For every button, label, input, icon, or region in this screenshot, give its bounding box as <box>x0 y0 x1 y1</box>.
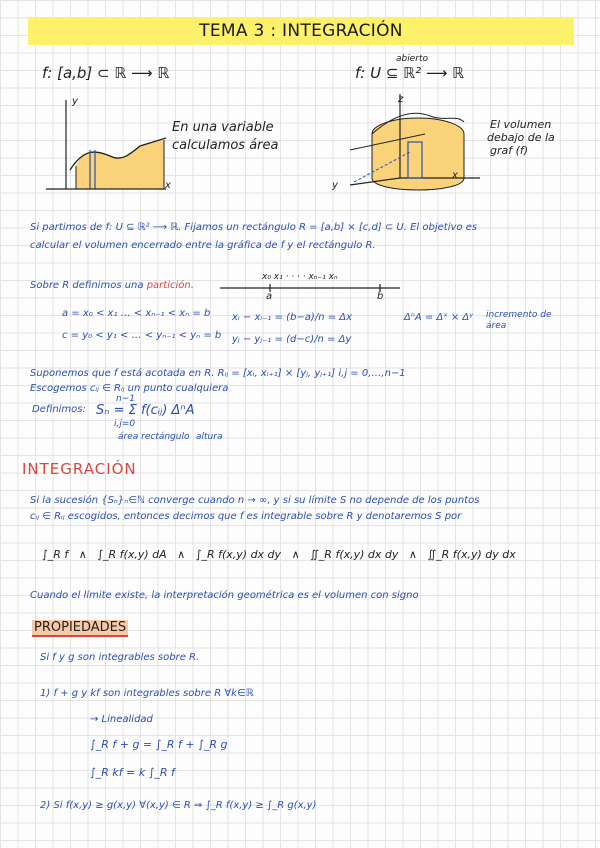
prop-1: 1) f + g y kf son integrables sobre R ∀k∈ℝ <box>40 688 254 699</box>
notation-3: ∫_R f(x,y) dx dy <box>195 548 282 561</box>
function-2d-note: abierto <box>396 54 429 64</box>
delta-y: yⱼ − yⱼ₋₁ = (d−c)/n = Δy <box>232 334 352 345</box>
axis-x3-label: x <box>452 170 458 181</box>
notation-sep-3: ∧ <box>291 548 300 561</box>
area-graph-1d <box>40 90 180 200</box>
define-label: Definimos: <box>32 404 86 415</box>
number-line-a: a <box>266 291 273 302</box>
one-var-note-line-1: En una variable <box>172 120 274 135</box>
partition-word: partición. <box>146 280 194 291</box>
integration-heading: INTEGRACIÓN <box>22 460 137 478</box>
partition-y: c = y₀ < y₁ < … < yₙ₋₁ < yₙ = b <box>62 330 222 341</box>
notation-row <box>42 548 516 561</box>
notation-sep-4: ∧ <box>408 548 417 561</box>
number-line <box>220 282 420 302</box>
intro-line-2: calcular el volumen encerrado entre la gráfica de f y el rectángulo R. <box>30 240 376 251</box>
area-fill <box>76 140 164 189</box>
partition-intro-text: Sobre R definimos una <box>30 280 144 291</box>
notation-sep-1: ∧ <box>78 548 87 561</box>
sum-lower-limit: i,j=0 <box>114 419 136 429</box>
volume-note-line-1: El volumen <box>490 118 552 131</box>
prop-1-sum: ∫_R f + g = ∫_R f + ∫_R g <box>90 738 228 751</box>
notation-sep-2: ∧ <box>177 548 186 561</box>
sum-formula: Sₙ = Σ f(cᵢⱼ) ΔⁿA <box>96 403 195 418</box>
prop-1-scalar: ∫_R kf = k ∫_R f <box>90 766 175 779</box>
bounded-line: Suponemos que f está acotada en R. Rᵢⱼ = [xᵢ, xᵢ₊₁] × [yⱼ, yⱼ₊₁] i,j = 0,…,n−1 <box>30 368 406 379</box>
partition-x: a = x₀ < x₁ … < xₙ₋₁ < xₙ = b <box>62 308 211 319</box>
axis-z-label: z <box>398 94 404 105</box>
delta-area: ΔⁿA = Δˣ × Δʸ <box>404 312 473 323</box>
volume-note-line-2: debajo de la <box>487 131 555 144</box>
delta-area-note-1: incremento de <box>486 310 552 320</box>
notation-4: ∬_R f(x,y) dx dy <box>310 548 399 561</box>
notation-1: ∫_R f <box>42 548 69 561</box>
limit-line: Cuando el límite existe, la interpretación geométrica es el volumen con signo <box>30 590 419 601</box>
number-line-ticks: x₀ x₁ · · · · xₙ₋₁ xₙ <box>262 272 338 282</box>
volume-graph-3d <box>330 90 480 200</box>
partition-intro <box>30 280 194 291</box>
one-var-note-line-2: calculamos área <box>172 138 279 153</box>
volume-note-line-3: graf (f) <box>490 144 529 157</box>
function-1d: f: [a,b] ⊂ ℝ ⟶ ℝ <box>42 64 170 82</box>
function-2d: f: U ⊆ ℝ² ⟶ ℝ <box>355 64 464 82</box>
sum-under-height: altura <box>196 432 223 442</box>
sum-upper-limit: n−1 <box>116 394 135 404</box>
choose-line: Escogemos cᵢⱼ ∈ Rᵢⱼ un punto cualquiera <box>30 383 229 394</box>
integration-line-1: Si la sucesión {Sₙ}ₙ∈ℕ converge cuando n → ∞, y si su límite S no depende de los puntos <box>30 495 480 506</box>
delta-area-note-2: área <box>486 321 507 331</box>
page-title: TEMA 3 : INTEGRACIÓN <box>28 17 574 45</box>
axis-y-label: y <box>72 96 78 107</box>
prop-2: 2) Si f(x,y) ≥ g(x,y) ∀(x,y) ∈ R ⇒ ∫_R f(x,y) ≥ ∫_R g(x,y) <box>40 800 317 811</box>
prop-intro: Si f y g son integrables sobre R. <box>40 652 200 663</box>
sum-under-area: área rectángulo <box>118 432 190 442</box>
properties-heading-text: PROPIEDADES <box>34 620 127 635</box>
number-line-b: b <box>377 291 384 302</box>
notation-2: ∫_R f(x,y) dA <box>97 548 167 561</box>
intro-line-1: Si partimos de f: U ⊆ ℝ² ⟶ ℝ. Fijamos un rectángulo R = [a,b] × [c,d] ⊂ U. El objetivo es <box>30 222 478 233</box>
axis-y3-label: y <box>332 180 338 191</box>
integration-line-2: cᵢⱼ ∈ Rᵢⱼ escogidos, entonces decimos que f es integrable sobre R y denotaremos S por <box>30 511 462 522</box>
prop-1-arrow: → Linealidad <box>90 714 153 725</box>
properties-heading <box>32 620 128 635</box>
axis-x-label: x <box>165 180 171 191</box>
delta-x: xᵢ − xᵢ₋₁ = (b−a)/n = Δx <box>232 312 353 323</box>
notation-5: ∬_R f(x,y) dy dx <box>427 548 516 561</box>
